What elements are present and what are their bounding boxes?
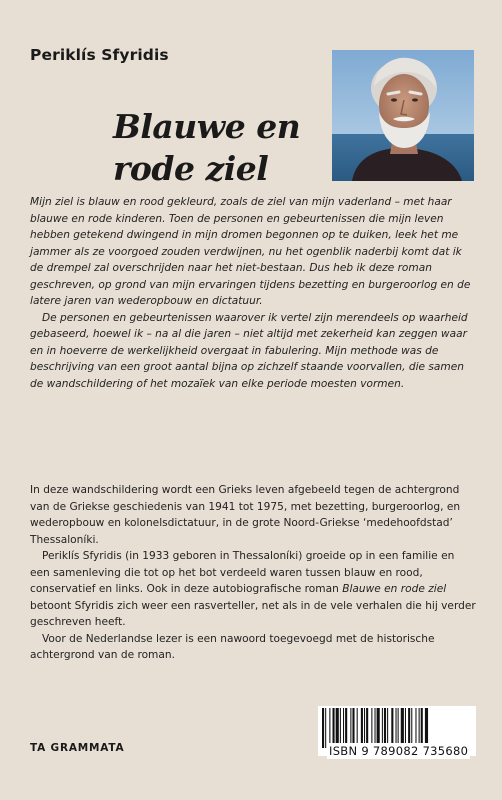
barcode-bar [415, 708, 416, 748]
barcode-bar [352, 708, 354, 748]
barcode-bar [375, 708, 376, 748]
description [30, 482, 476, 664]
barcode-bar [361, 708, 363, 748]
barcode-bar [366, 708, 368, 748]
intro-quote [30, 194, 476, 392]
barcode-bar [396, 708, 397, 748]
barcode-bar [364, 708, 365, 748]
book-title-line-1: Blauwe en [113, 107, 301, 146]
barcode-bar [357, 708, 358, 748]
barcode-bar [345, 708, 347, 748]
barcode-bar [401, 708, 404, 748]
description-book-title: Blauwe en rode ziel [342, 583, 447, 595]
description-paragraph-1: In deze wandschildering wordt een Grieks leven afgebeeld tegen de achtergrond van de Griekse geschiedenis van 1941 tot 1975, met bezetting, burgeroorlog, en wederopbouw en kolonelsdictatuur, in de grote Noord-Griekse ‘medehoofdstad’ Thessaloníki. [30, 484, 461, 546]
book-title-line-2: rode ziel [113, 149, 269, 188]
barcode-bar [425, 708, 428, 748]
barcode-bar [333, 708, 335, 748]
barcode-bar [325, 708, 326, 748]
barcode-bar [343, 708, 344, 748]
description-paragraph-2 [30, 548, 476, 631]
barcode-bar [391, 708, 393, 748]
barcode-bar [408, 708, 410, 748]
barcode-bar [340, 708, 341, 748]
barcode-bar [371, 708, 372, 748]
barcode-bar [411, 708, 412, 748]
author-name: Periklís Sfyridis [30, 46, 169, 64]
barcode-bar [384, 708, 386, 748]
barcode-bar [398, 708, 399, 748]
barcode-bar [387, 708, 388, 748]
isbn-number: ISBN 9 789082 735680 [329, 744, 469, 758]
book-title [113, 106, 300, 190]
barcode-bar [322, 708, 324, 748]
barcode-bar [336, 708, 339, 748]
barcode-bar [329, 708, 330, 748]
intro-paragraph-2: De personen en gebeurtenissen waarover ik vertel zijn merendeels op waarheid gebaseerd, hoewel ik – na al die jaren – niet altijd met zekerheid kan zeggen waar en in hoeverre de werkelijkheid overgaat in fabulering. Mijn methode was de beschrijving van een groot aantal bijna op zichzelf staande voorvallen, die samen de wandschildering of het mozaïek van elke periode moesten vormen. [30, 311, 468, 390]
barcode-bar [419, 708, 420, 748]
author-portrait-photo [332, 50, 474, 181]
description-paragraph-2-end: betoont Sfyridis zich weer een rasverteller, net als in de vele verhalen die hij verder geschreven heeft. [30, 599, 476, 628]
description-paragraph-3: Voor de Nederlandse lezer is een nawoord toegevoegd met de historische achtergrond van de roman. [30, 632, 435, 661]
barcode-bar [377, 708, 380, 748]
barcode-bar [350, 708, 351, 748]
publisher-name: TA GRAMMATA [30, 742, 125, 754]
intro-paragraph-1: Mijn ziel is blauw en rood gekleurd, zoals de ziel van mijn vaderland – met haar blauwe en rode kinderen. Toen de personen en gebeurtenissen die mijn leven hebben getekend dwingend in mijn dromen begonnen op te duiken, leek het me jammer als ze voorgoed zouden verdwijnen, nu het ogenblik naderbij komt dat ik de drempel zal overschrijden naar het niet-bestaan. Dus heb ik deze roman geschreven, op grond van mijn ervaringen tijdens bezetting en burgeroorlog en de latere jaren van wederopbouw en dictatuur. [30, 196, 471, 307]
barcode-bar [382, 708, 383, 748]
barcode-bar [405, 708, 406, 748]
barcode-bar [421, 708, 423, 748]
description-paragraph-2-start: Periklís Sfyridis (in 1933 geboren in Thessaloníki) groeide op in een familie en een samenleving die tot op het bot verdeeld waren tussen blauw en rood, conservatief en links. Ook in deze autobiografische roman [30, 550, 455, 595]
